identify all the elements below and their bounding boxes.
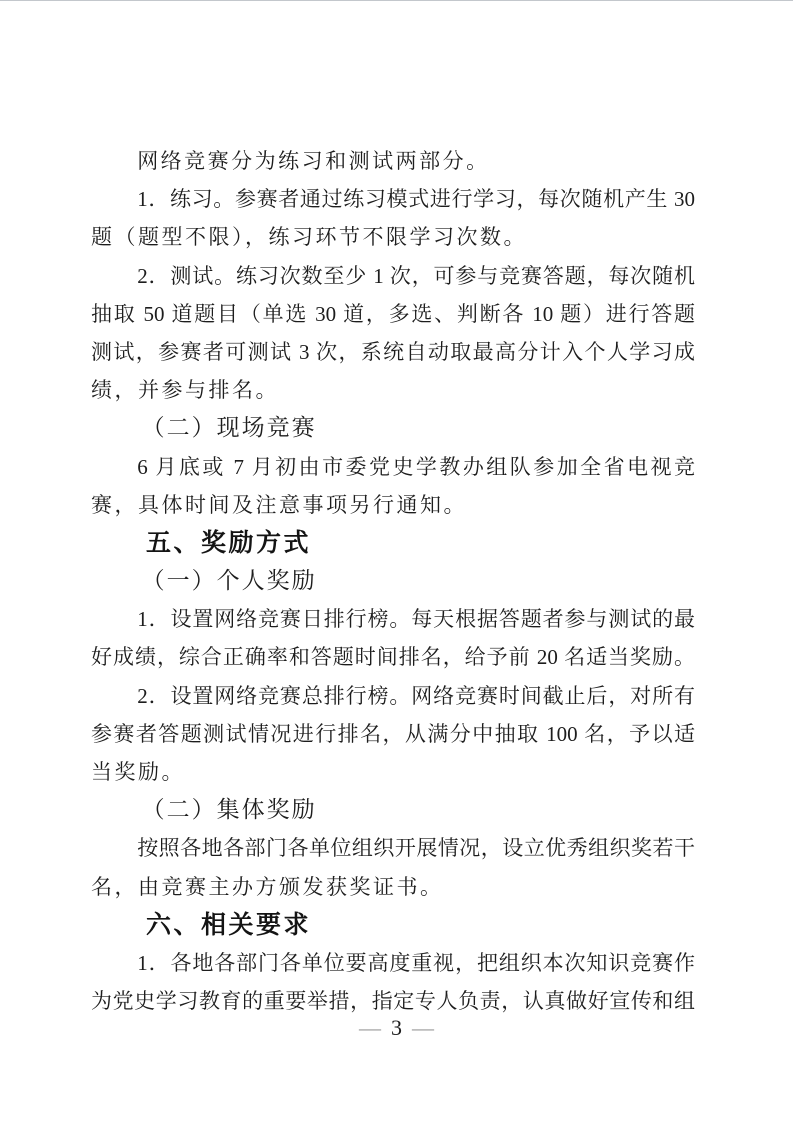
text-line: 6 月底或 7 月初由市委党史学教办组队参加全省电视竞 <box>137 454 695 479</box>
text-line: 参赛者答题测试情况进行排名，从满分中抽取 100 名，予以适 <box>91 721 695 746</box>
text-line: 当奖励。 <box>91 760 185 784</box>
text-line: 1．设置网络竞赛日排行榜。每天根据答题者参与测试的最 <box>137 607 695 632</box>
text-line: （一）个人奖励 <box>141 568 317 594</box>
text-line: 2．设置网络竞赛总排行榜。网络竞赛时间截止后，对所有 <box>137 683 695 708</box>
text-line: 题（题型不限），练习环节不限学习次数。 <box>91 225 527 250</box>
document-body <box>91 142 695 1020</box>
text-line: 赛，具体时间及注意事项另行通知。 <box>91 492 467 517</box>
footer-dash-left: — <box>359 1015 381 1040</box>
text-line: 测试，参赛者可测试 3 次，系统自动取最高分计入个人学习成 <box>91 339 695 364</box>
text-line: 按照各地各部门各单位组织开展情况，设立优秀组织奖若干 <box>137 836 695 861</box>
text-line: 2．测试。练习次数至少 1 次，可参与竞赛答题，每次随机 <box>137 263 695 288</box>
text-line: 绩，并参与排名。 <box>91 378 279 403</box>
text-line: （二）集体奖励 <box>141 797 317 823</box>
text-line: 1．练习。参赛者通过练习模式进行学习，每次随机产生 30 <box>137 187 695 212</box>
text-line: 网络竞赛分为练习和测试两部分。 <box>137 149 490 173</box>
text-line: 为党史学习教育的重要举措，指定专人负责，认真做好宣传和组 <box>91 989 695 1014</box>
text-line: 抽取 50 道题目（单选 30 道，多选、判断各 10 题）进行答题 <box>91 301 695 326</box>
text-line: 好成绩，综合正确率和答题时间排名，给予前 20 名适当奖励。 <box>91 645 695 670</box>
footer-page-number: 3 <box>391 1015 402 1040</box>
text-line: 1．各地各部门各单位要高度重视，把组织本次知识竞赛作 <box>137 950 695 975</box>
footer-dash-right: — <box>412 1015 434 1040</box>
page-footer <box>0 1012 793 1044</box>
text-line: 五、奖励方式 <box>146 528 312 557</box>
text-line: 名，由竞赛主办方颁发获奖证书。 <box>91 874 444 899</box>
text-line: （二）现场竞赛 <box>141 415 317 441</box>
text-line: 六、相关要求 <box>146 910 312 939</box>
scan-edge-artifact <box>0 0 793 1</box>
